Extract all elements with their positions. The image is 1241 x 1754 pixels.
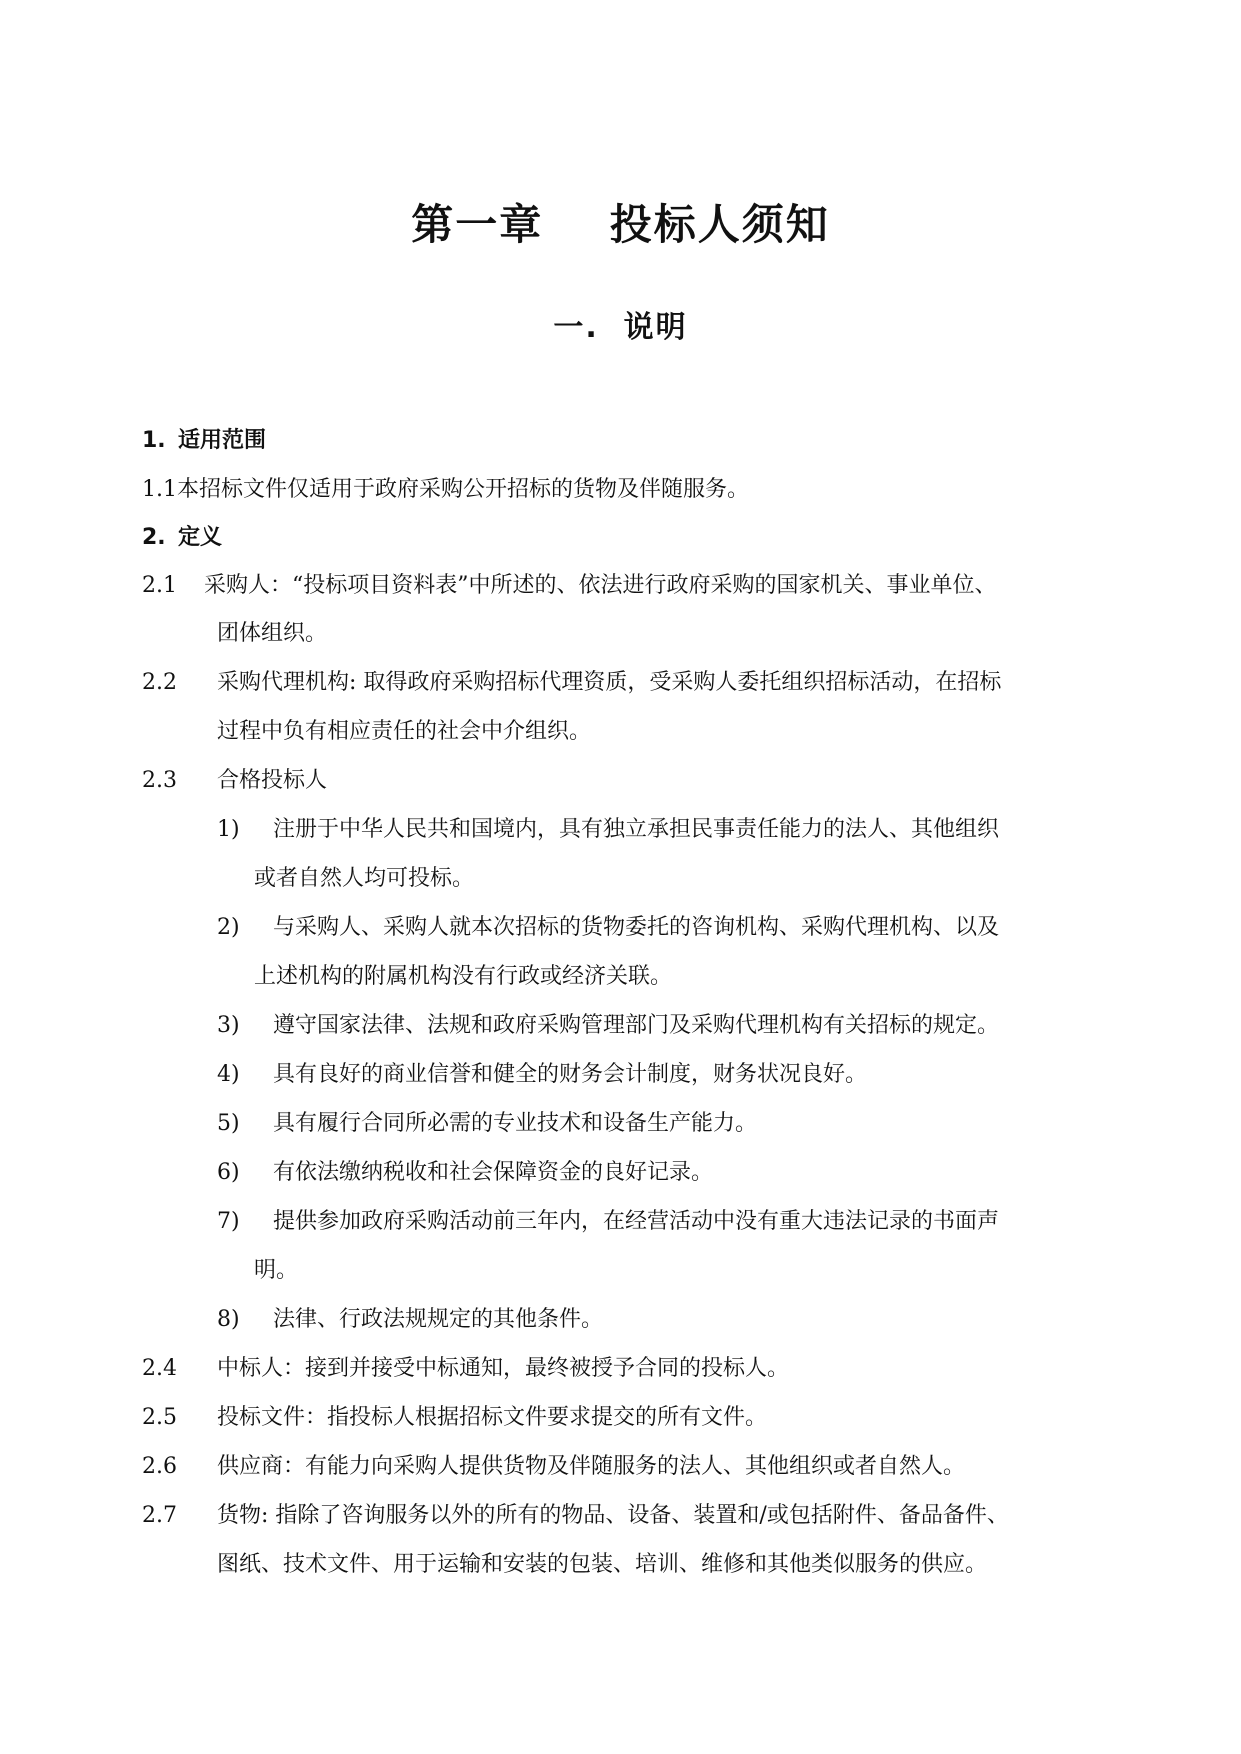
item-number: 3) [217, 1013, 240, 1038]
item-number: 8) [217, 1307, 240, 1332]
clause-number: 2.5 [142, 1405, 177, 1430]
item-text-line1: 具有履行合同所必需的专业技术和设备生产能力。 [273, 1111, 758, 1136]
item-number: 2) [217, 915, 240, 940]
heading-text: 适用范围 [178, 428, 267, 453]
item-text-line1: 有依法缴纳税收和社会保障资金的良好记录。 [273, 1160, 714, 1185]
item-text-line1: 遵守国家法律、法规和政府采购管理部门及采购代理机构有关招标的规定。 [273, 1013, 1000, 1038]
clause-number: 2.6 [142, 1454, 177, 1479]
heading-text: 定义 [178, 525, 223, 550]
item-text-line1: 具有良好的商业信誉和健全的财务会计制度，财务状况良好。 [273, 1062, 868, 1087]
clause-1-1: 1.1本招标文件仅适用于政府采购公开招标的货物及伴随服务。 [142, 477, 749, 502]
item-number: 6) [217, 1160, 240, 1185]
clause-number: 2.4 [142, 1356, 177, 1381]
clause-text-line2: 团体组织。 [217, 621, 328, 646]
clause-text-line1: 货物: 指除了咨询服务以外的所有的物品、设备、装置和/或包括附件、备品备件、 [217, 1503, 1009, 1528]
item-text-line2: 明。 [254, 1258, 299, 1283]
clause-text-line2: 图纸、技术文件、用于运输和安装的包装、培训、维修和其他类似服务的供应。 [217, 1552, 988, 1577]
clause-text-line2: 过程中负有相应责任的社会中介组织。 [217, 719, 592, 744]
clause-number: 2.1 [142, 573, 177, 598]
item-text-line1: 与采购人、采购人就本次招标的货物委托的咨询机构、采购代理机构、以及 [273, 915, 1000, 940]
item-text-line2: 或者自然人均可投标。 [254, 866, 475, 891]
clause-number: 2.7 [142, 1503, 177, 1528]
clause-text: 中标人：接到并接受中标通知，最终被授予合同的投标人。 [217, 1356, 790, 1381]
clause-text-line1: 采购代理机构: 取得政府采购招标代理资质，受采购人委托组织招标活动，在招标 [217, 670, 1002, 695]
item-number: 5) [217, 1111, 240, 1136]
chapter-title: 第一章 投标人须知 [411, 200, 830, 249]
clause-text-line1: 采购人：“投标项目资料表”中所述的、依法进行政府采购的国家机关、事业单位、 [204, 573, 997, 598]
item-text-line1: 注册于中华人民共和国境内，具有独立承担民事责任能力的法人、其他组织 [273, 817, 1000, 842]
clause-text: 合格投标人 [217, 768, 328, 793]
item-text-line1: 法律、行政法规规定的其他条件。 [273, 1307, 604, 1332]
clause-text: 投标文件：指投标人根据招标文件要求提交的所有文件。 [217, 1405, 768, 1430]
item-number: 7) [217, 1209, 240, 1234]
heading-number: 2. [142, 525, 166, 550]
item-text-line2: 上述机构的附属机构没有行政或经济关联。 [254, 964, 673, 989]
item-number: 4) [217, 1062, 240, 1087]
clause-text: 供应商：有能力向采购人提供货物及伴随服务的法人、其他组织或者自然人。 [217, 1454, 966, 1479]
section-title: 一. 说明 [553, 310, 688, 345]
clause-number: 2.2 [142, 670, 177, 695]
clause-number: 2.3 [142, 768, 177, 793]
item-number: 1) [217, 817, 240, 842]
item-text-line1: 提供参加政府采购活动前三年内，在经营活动中没有重大违法记录的书面声 [273, 1209, 1000, 1234]
heading-number: 1. [142, 428, 166, 453]
